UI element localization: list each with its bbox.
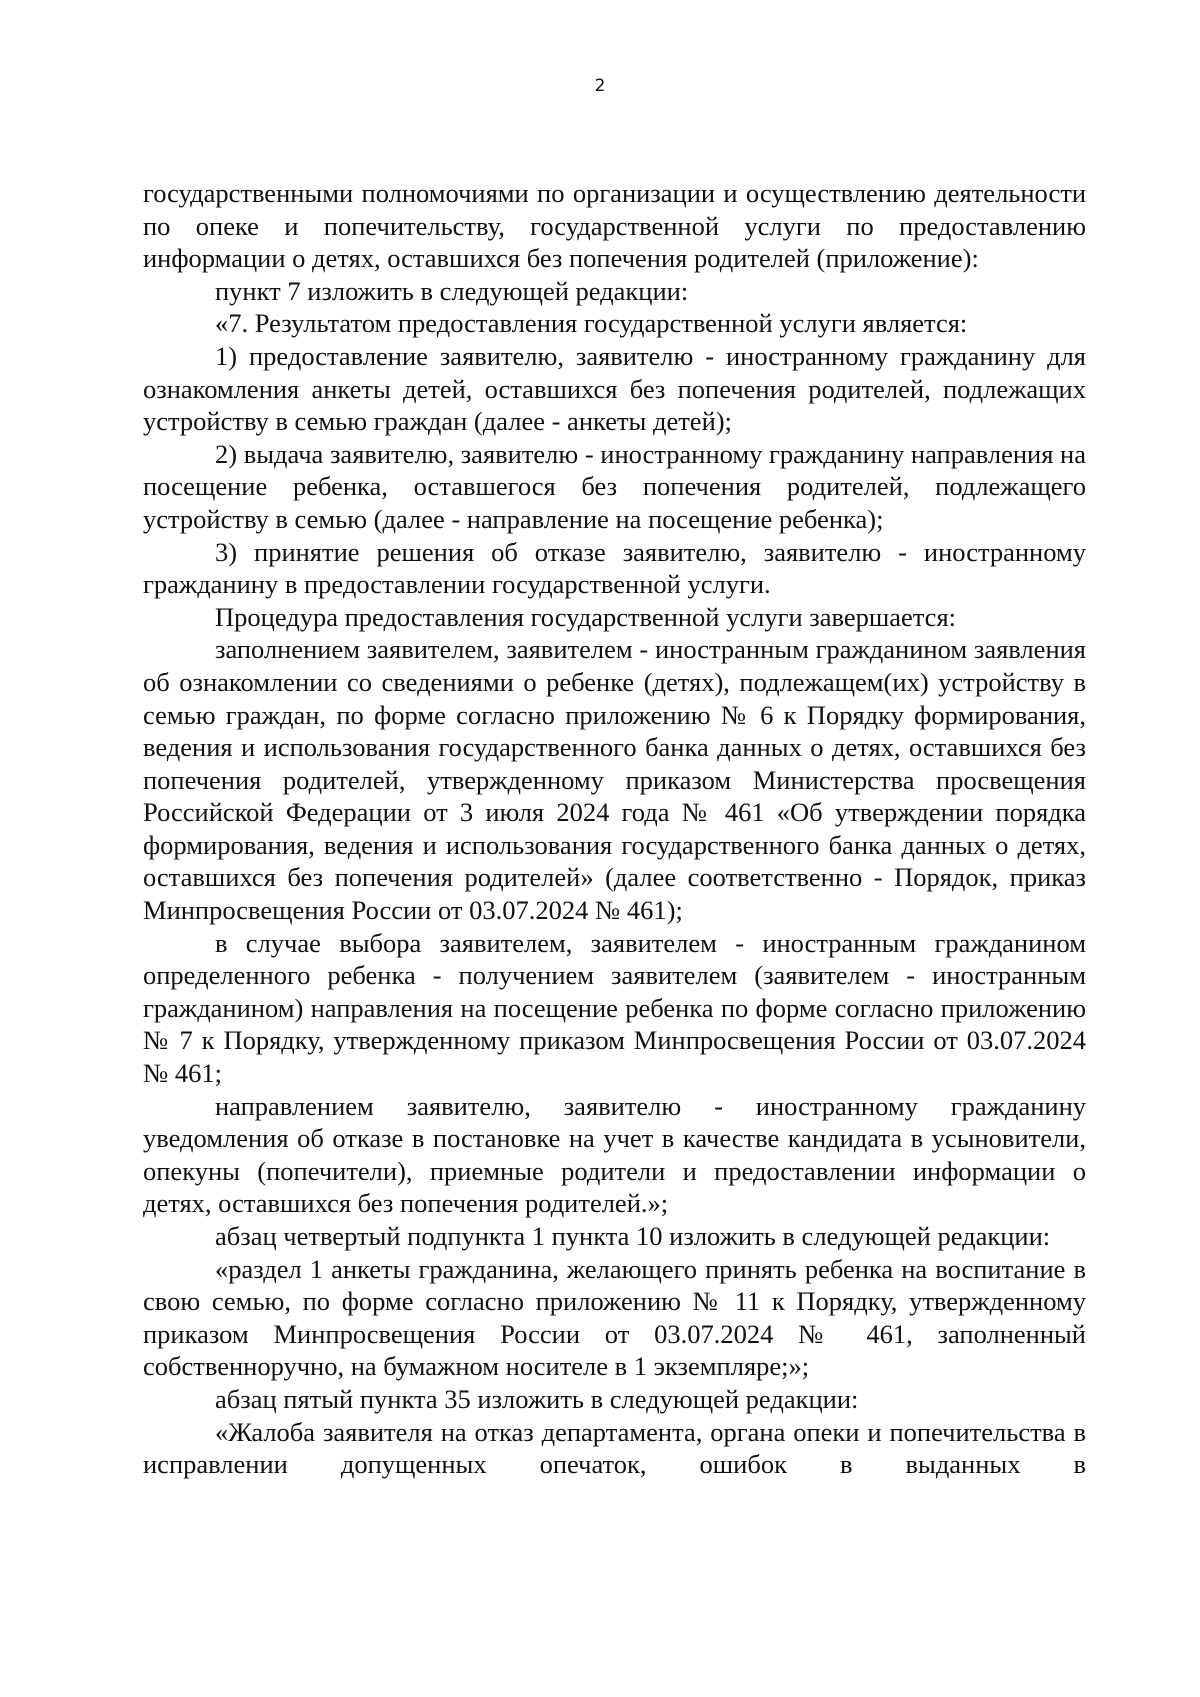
paragraph-continuation: государственными полномочиями по организации и осуществлению деятельности по опеке и попечительству, государственной услуги по предоставлению информации о детях, оставшихся без попечения родителей (приложение): — [143, 178, 1086, 274]
paragraph-result-item-3: 3) принятие решения об отказе заявителю, заявителю - иностранному гражданину в предоставлении государственной услуги. — [143, 536, 1086, 600]
page-number: 2 — [594, 76, 606, 96]
paragraph-point-10-intro: абзац четвертый подпункта 1 пункта 10 изложить в следующей редакции: — [215, 1221, 1051, 1251]
paragraph-result-item-1: 1) предоставление заявителю, заявителю - иностранному гражданину для ознакомления анкеты детей, оставшихся без попечения родителей, подлежащих устройству в семью граждан (далее - анкеты детей); — [143, 340, 1086, 437]
paragraph-point-7-intro: пункт 7 изложить в следующей редакции: — [215, 275, 689, 306]
paragraph-procedure-child-choice: в случае выбора заявителем, заявителем - иностранным гражданином определенного ребенка - получением заявителем (заявителем - иностранным гражданином) направления на посещение ребенка по форме согласно приложению № 7 к Порядку, утвержденному приказом Минпросвещения России от 03.07.2024 № 461; — [143, 927, 1086, 1089]
paragraph-procedure-refusal: направлением заявителю, заявителю - иностранному гражданину уведомления об отказе в постановке на учет в качестве кандидата в усыновители, опекуны (попечители), приемные родители и предоставлении информации о детях, оставшихся без попечения родителей.»; — [143, 1090, 1086, 1219]
paragraph-point-10-text: «раздел 1 анкеты гражданина, желающего принять ребенка на воспитание в свою семью, по форме согласно приложению № 11 к Порядку, утвержденному приказом Минпросвещения России от 03.07.2024 № 461, заполненный собственноручно, на бумажном носителе в 1 экземпляре;»; — [143, 1253, 1086, 1382]
paragraph-procedure-intro: Процедура предоставления государственной услуги завершается: — [215, 601, 956, 632]
paragraph-point-35-intro: абзац пятый пункта 35 изложить в следующей редакции: — [215, 1383, 859, 1414]
document-body — [143, 177, 1086, 1481]
paragraph-point-35-text: «Жалоба заявителя на отказ департамента, органа опеки и попечительства в исправлении допущенных опечаток, ошибок в выданных в — [143, 1416, 1086, 1480]
paragraph-result-item-2: 2) выдача заявителю, заявителю - иностранному гражданину направления на посещение ребенка, оставшегося без попечения родителей, подлежащего устройству в семью (далее - направление на посещение ребенка); — [143, 438, 1086, 534]
paragraph-point-7-result: «7. Результатом предоставления государственной услуги является: — [215, 308, 968, 339]
paragraph-procedure-filling: заполнением заявителем, заявителем - иностранным гражданином заявления об ознакомлении со сведениями о ребенке (детях), подлежащем(их) устройству в семью граждан, по форме согласно приложению № 6 к Порядку формирования, ведения и использования государственного банка данных о детях, оставшихся без попечения родителей, утвержденному приказом Министерства просвещения Российской Федерации от 3 июля 2024 года № 461 «Об утверждении порядка формирования, ведения и использования государственного банка данных о детях, оставшихся без попечения родителей» (далее соответственно - Порядок, приказ Минпросвещения России от 03.07.2024 № 461); — [143, 634, 1086, 926]
